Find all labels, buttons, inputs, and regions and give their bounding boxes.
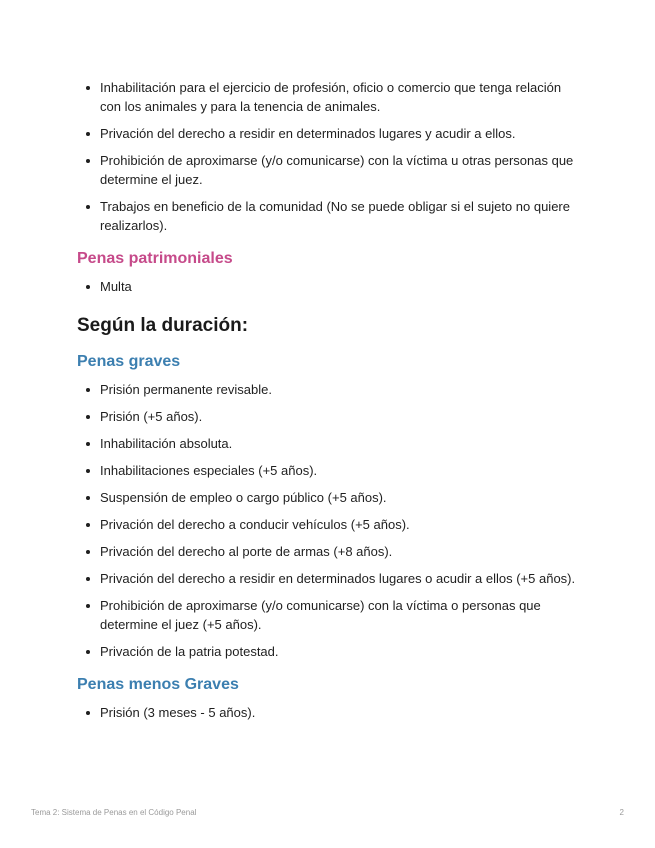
bullet-list-menos-graves [77, 703, 582, 722]
page-footer [31, 808, 624, 817]
list-item: Privación de la patria potestad. [100, 642, 582, 661]
list-item: Privación del derecho a conducir vehículos (+5 años). [100, 515, 582, 534]
list-item: Prisión permanente revisable. [100, 380, 582, 399]
list-item: Prohibición de aproximarse (y/o comunicarse) con la víctima o personas que determine el juez (+5 años). [100, 596, 582, 634]
list-item: Multa [100, 277, 582, 296]
list-item: Prohibición de aproximarse (y/o comunicarse) con la víctima u otras personas que determine el juez. [100, 151, 582, 189]
list-item: Suspensión de empleo o cargo público (+5 años). [100, 488, 582, 507]
footer-title: Tema 2: Sistema de Penas en el Código Penal [31, 808, 197, 817]
list-item: Privación del derecho a residir en determinados lugares o acudir a ellos (+5 años). [100, 569, 582, 588]
heading-penas-graves: Penas graves [77, 353, 181, 370]
list-item: Trabajos en beneficio de la comunidad (No se puede obligar si el sujeto no quiere realizarlos). [100, 197, 582, 235]
list-item: Inhabilitaciones especiales (+5 años). [100, 461, 582, 480]
list-item: Prisión (3 meses - 5 años). [100, 703, 582, 722]
bullet-list-continued [77, 78, 582, 235]
bullet-list-graves [77, 380, 582, 661]
list-item: Inhabilitación absoluta. [100, 434, 582, 453]
heading-penas-patrimoniales: Penas patrimoniales [77, 250, 233, 267]
list-item: Inhabilitación para el ejercicio de profesión, oficio o comercio que tenga relación con los animales y para la tenencia de animales. [100, 78, 582, 116]
bullet-list-patrimoniales [77, 277, 582, 296]
list-item: Privación del derecho a residir en determinados lugares y acudir a ellos. [100, 124, 582, 143]
page-number: 2 [619, 808, 624, 817]
list-item: Prisión (+5 años). [100, 407, 582, 426]
heading-penas-menos-graves: Penas menos Graves [77, 676, 239, 693]
list-item: Privación del derecho al porte de armas (+8 años). [100, 542, 582, 561]
document-body [77, 78, 582, 730]
heading-segun-duracion: Según la duración: [77, 315, 249, 336]
